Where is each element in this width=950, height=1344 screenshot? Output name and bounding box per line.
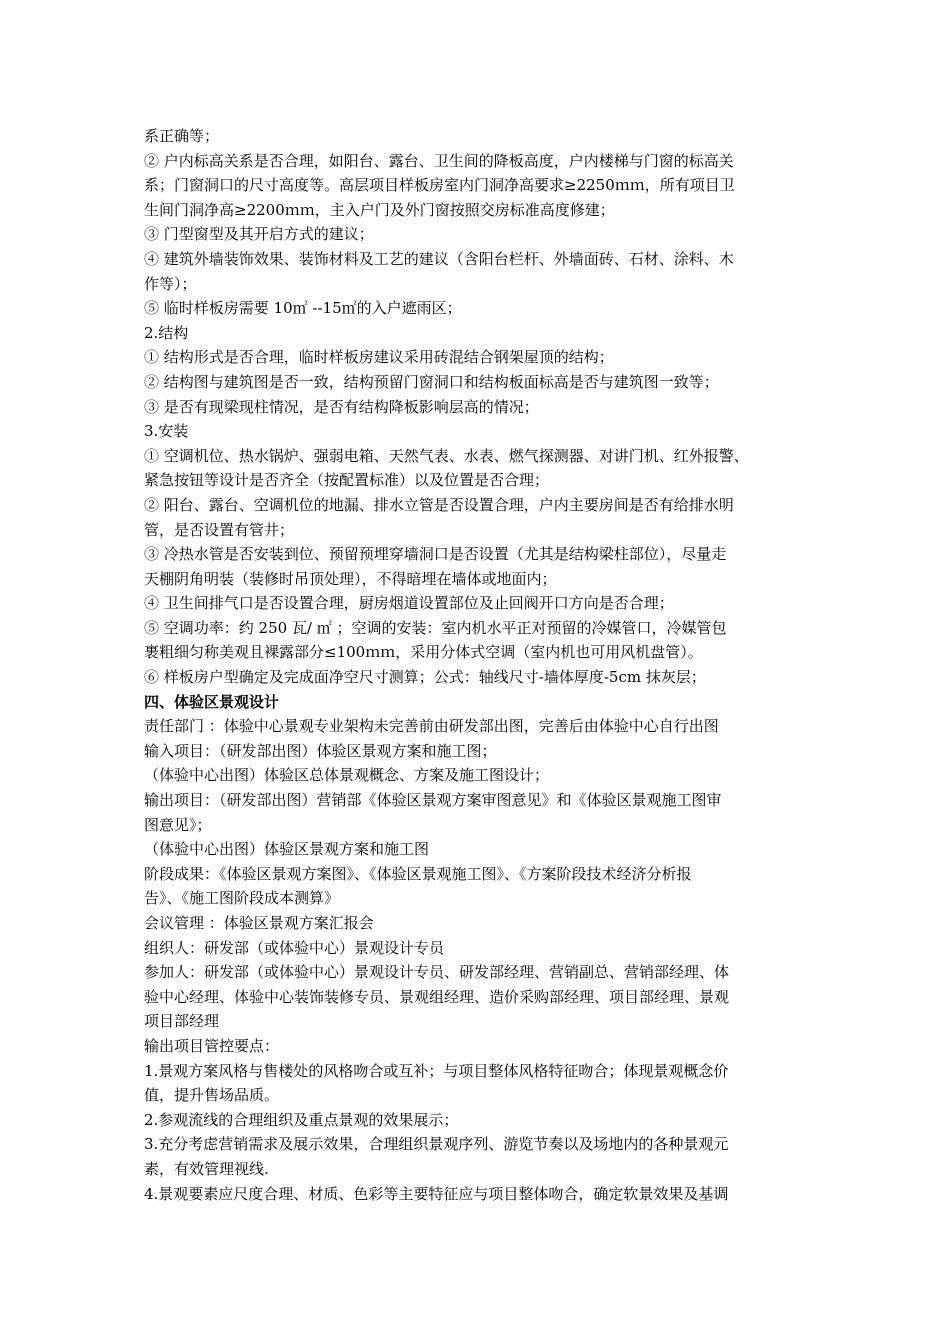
text-line: 值，提升售场品质。: [144, 1086, 280, 1105]
text-line: 素，有效管理视线.: [144, 1159, 269, 1178]
text-line: 阶段成果：《体验区景观方案图》、《体验区景观施工图》、《方案阶段技术经济分析报: [144, 864, 692, 883]
text-line: ① 结构形式是否合理，临时样板房建议采用砖混结合钢架屋顶的结构；: [144, 348, 614, 367]
text-line: 告》、《施工图阶段成本测算》: [144, 889, 340, 908]
text-line: 天棚阴角明装（装修时吊顶处理），不得暗埋在墙体或地面内；: [144, 569, 557, 588]
document-body: [144, 124, 812, 1206]
text-line: ⑤ 空调功率：约 250 瓦/ ㎡ ；空调的安装：室内机水平正对预留的冷媒管口，冷媒管包: [144, 618, 727, 637]
text-line: 责任部门 ：体验中心景观专业架构未完善前由研发部出图，完善后由体验中心自行出图: [144, 717, 719, 736]
text-line: 图意见》；: [144, 815, 212, 834]
text-line: 裹粗细匀称美观且裸露部分≤100ｍｍ，采用分体式空调（室内机也可用风机盘管）。: [144, 643, 703, 662]
text-line: ⑥ 样板房户型确定及完成面净空尺寸测算；公式：轴线尺寸-墙体厚度-5cm 抹灰层；: [144, 668, 706, 687]
text-line: 生间门洞净高≥2200ｍｍ，主入户门及外门窗按照交房标准高度修建；: [144, 200, 615, 219]
text-line: 管，是否设置有管井；: [144, 520, 295, 539]
text-line: 3.充分考虑营销需求及展示效果，合理组织景观序列、游览节奏以及场地内的各种景观元: [144, 1135, 729, 1154]
text-line: 2.参观流线的合理组织及重点景观的效果展示；: [144, 1110, 459, 1129]
text-line: 输出项目：（研发部出图）营销部《体验区景观方案审图意见》和《体验区景观施工图审: [144, 791, 722, 810]
text-line: 3.安装: [144, 422, 189, 441]
text-line: 2.结构: [144, 323, 189, 342]
text-line: 验中心经理、体验中心装饰装修专员、景观组经理、造价采购部经理、项目部经理、景观: [144, 987, 730, 1006]
text-line: 项目部经理: [144, 1012, 220, 1031]
text-line: （体验中心出图）体验区总体景观概念、方案及施工图设计；: [144, 766, 550, 785]
text-line: 作等）；: [144, 274, 197, 293]
text-line: 4.景观要素应尺度合理、材质、色彩等主要特征应与项目整体吻合，确定软景效果及基调: [144, 1184, 729, 1203]
text-line: 紧急按钮等设计是否齐全（按配置标准）以及位置是否合理；: [144, 471, 550, 490]
text-line: ⑤ 临时样板房需要 10㎡ --15㎡的入户遮雨区；: [144, 299, 462, 318]
text-line: ④ 卫生间排气口是否设置合理，厨房烟道设置部位及止回阀开口方向是否合理；: [144, 594, 674, 613]
text-line: 组织人：研发部（或体验中心）景观设计专员: [144, 938, 445, 957]
text-line: 系正确等；: [144, 127, 220, 145]
section-heading: 四、体验区景观设计: [144, 692, 280, 711]
text-line: 1.景观方案风格与售楼处的风格吻合或互补；与项目整体风格特征吻合；体现景观概念价: [144, 1061, 729, 1080]
document-page: [144, 124, 812, 1206]
text-line: 会议管理 ：体验区景观方案汇报会: [144, 914, 374, 932]
text-line: ② 户内标高关系是否合理，如阳台、露台、卫生间的降板高度，户内楼梯与门窗的标高关: [144, 151, 734, 170]
text-line: 参加人：研发部（或体验中心）景观设计专员、研发部经理、营销副总、营销部经理、体: [144, 963, 730, 982]
text-line: ③ 冷热水管是否安装到位、预留预埋穿墙洞口是否设置（尤其是结构梁柱部位），尽量走: [144, 545, 727, 564]
text-line: 系；门窗洞口的尺寸高度等。高层项目样板房室内门洞净高要求≥2250ｍｍ，所有项目卫: [144, 176, 735, 195]
text-line: 输入项目：（研发部出图）体验区景观方案和施工图；: [144, 741, 497, 760]
text-line: 输出项目管控要点：: [144, 1036, 280, 1055]
text-line: ③ 门型窗型及其开启方式的建议；: [144, 225, 374, 244]
text-line: ② 结构图与建筑图是否一致，结构预留门窗洞口和结构板面标高是否与建筑图一致等；: [144, 372, 719, 391]
text-line: ① 空调机位、热水锅炉、强弱电箱、天然气表、水表、燃气探测器、对讲门机、红外报警、: [144, 446, 749, 465]
text-line: ③ 是否有现梁现柱情况，是否有结构降板影响层高的情况；: [144, 397, 539, 416]
text-line: ④ 建筑外墙装饰效果、装饰材料及工艺的建议（含阳台栏杆、外墙面砖、石材、涂料、木: [144, 249, 734, 268]
text-line: （体验中心出图）体验区景观方案和施工图: [144, 840, 430, 859]
text-line: ② 阳台、露台、空调机位的地漏、排水立管是否设置合理，户内主要房间是否有给排水明: [144, 495, 734, 514]
